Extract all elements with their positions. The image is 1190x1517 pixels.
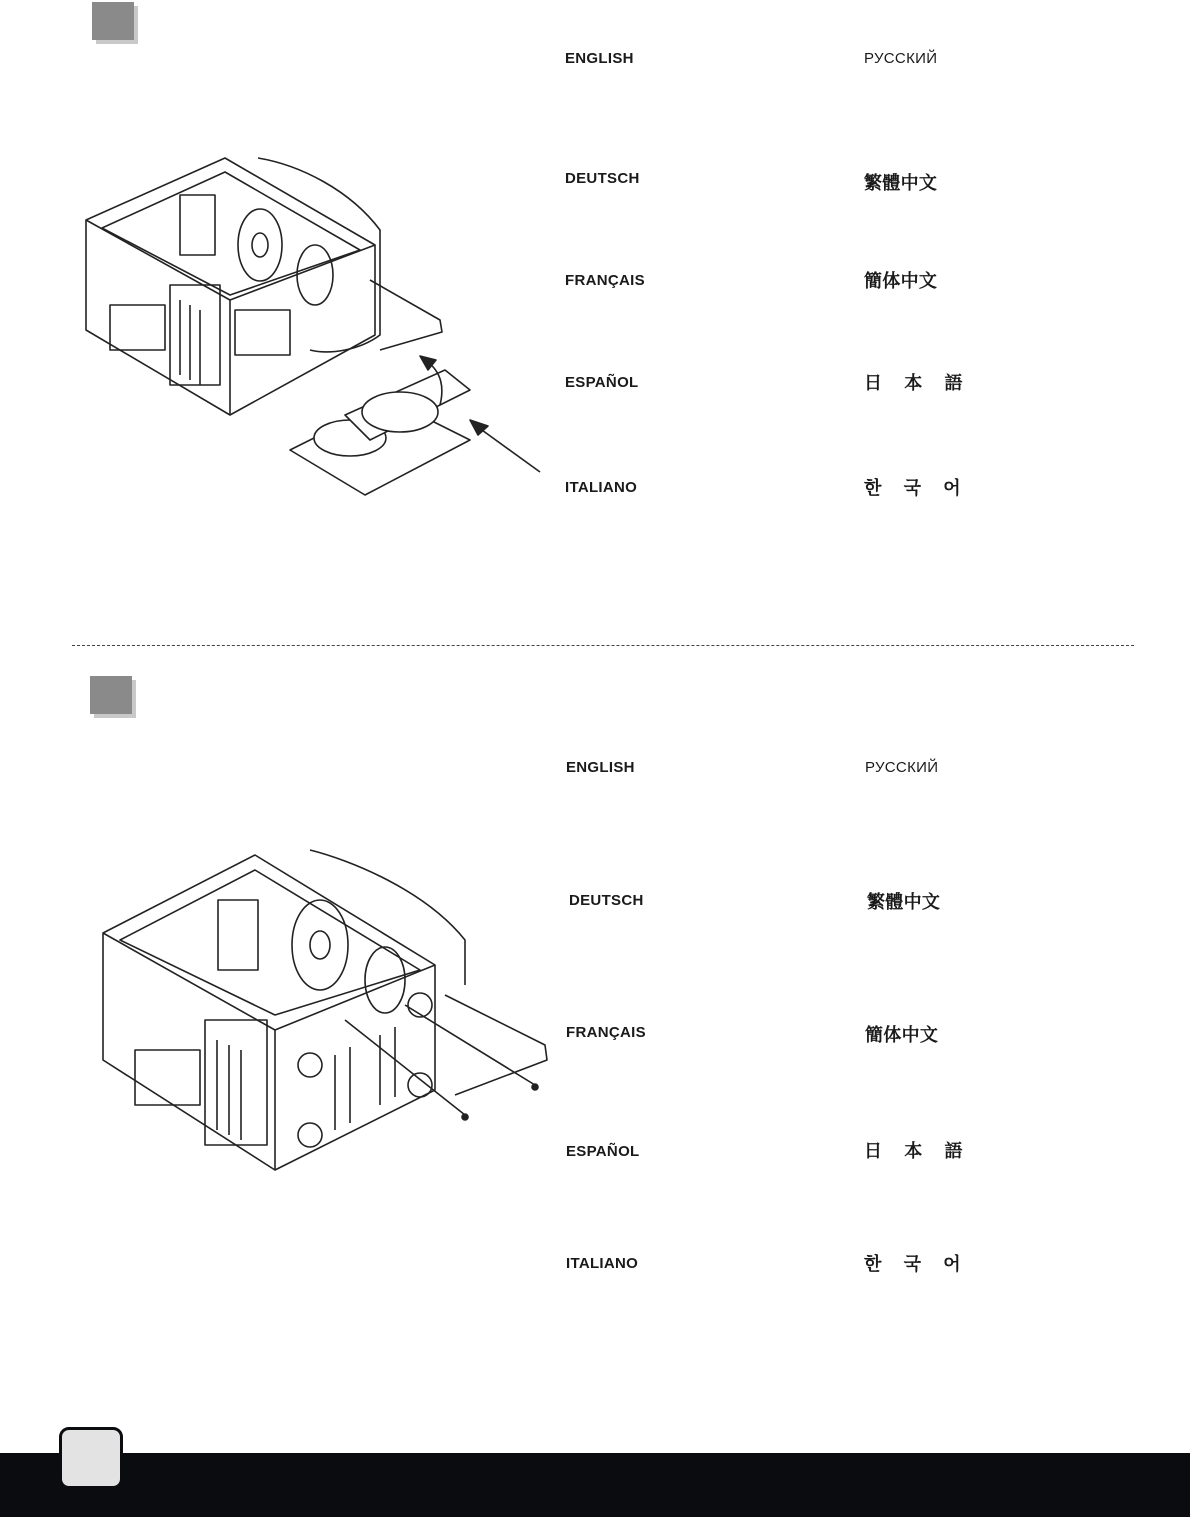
step-2-lang-simplified-chinese: 簡体中文 bbox=[865, 1025, 939, 1046]
step-2-illustration bbox=[95, 845, 555, 1180]
step-1-lang-french: FRANÇAIS bbox=[565, 272, 645, 289]
step-1-lang-russian: РУССКИЙ bbox=[864, 50, 938, 67]
section-divider bbox=[72, 645, 1134, 646]
step-2-lang-german: DEUTSCH bbox=[569, 892, 644, 909]
step-2-lang-japanese: 日 本 語 bbox=[864, 1141, 971, 1162]
step-1-lang-english: ENGLISH bbox=[565, 50, 634, 67]
step-2-lang-korean: 한 국 어 bbox=[864, 1254, 969, 1275]
footer-bar bbox=[0, 1453, 1190, 1517]
step-2-lang-french: FRANÇAIS bbox=[566, 1024, 646, 1041]
step-1-lang-korean: 한 국 어 bbox=[864, 478, 969, 499]
step-2-lang-english: ENGLISH bbox=[566, 759, 635, 776]
step-1-lang-simplified-chinese: 簡体中文 bbox=[864, 271, 938, 292]
step-2-lang-spanish: ESPAÑOL bbox=[566, 1143, 640, 1160]
step-1-marker bbox=[92, 2, 134, 40]
step-2-marker bbox=[90, 676, 132, 714]
step-2-lang-italian: ITALIANO bbox=[566, 1255, 639, 1272]
step-1-lang-spanish: ESPAÑOL bbox=[565, 374, 639, 391]
step-1-lang-traditional-chinese: 繁體中文 bbox=[864, 173, 938, 194]
step-1-lang-german: DEUTSCH bbox=[565, 170, 640, 187]
step-1-illustration bbox=[80, 150, 550, 505]
step-1-lang-italian: ITALIANO bbox=[565, 479, 638, 496]
page-number-badge bbox=[59, 1427, 123, 1489]
step-2-lang-traditional-chinese: 繁體中文 bbox=[867, 892, 941, 913]
step-2-lang-russian: РУССКИЙ bbox=[865, 759, 939, 776]
step-1-lang-japanese: 日 本 語 bbox=[864, 373, 971, 394]
